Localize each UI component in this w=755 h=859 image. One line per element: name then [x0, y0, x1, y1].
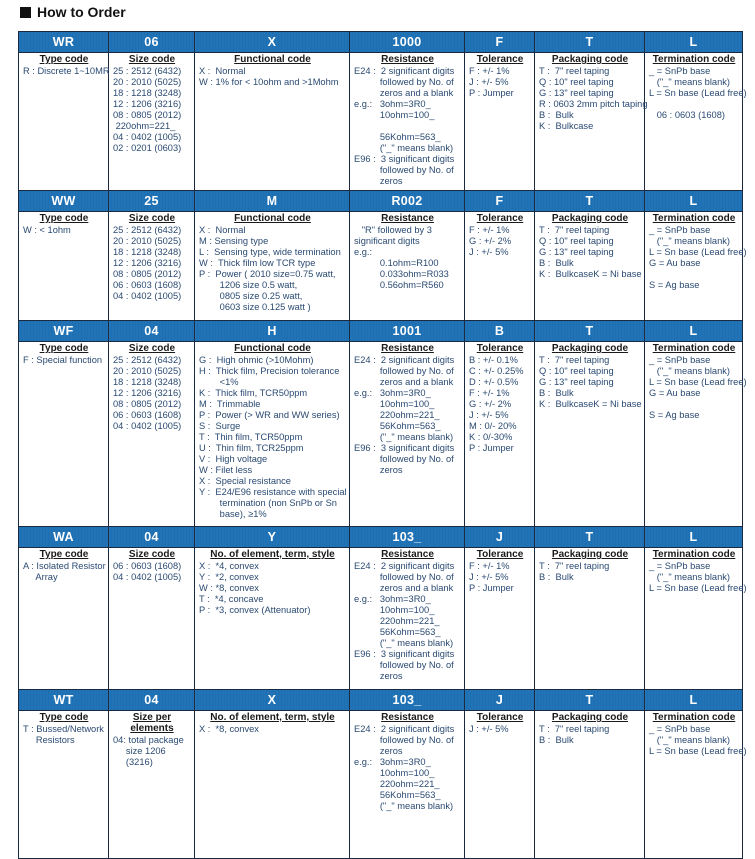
cell-line: 20 : 2010 (5025)	[113, 366, 182, 376]
cell-line: 1206 size 0.5 watt,	[199, 280, 298, 290]
cell-resistance	[350, 342, 465, 527]
cell-line: 02 : 0201 (0603)	[113, 143, 182, 153]
column-subheading: Resistance	[381, 213, 434, 224]
column-subheading: Termination code	[652, 54, 736, 65]
block-header-row	[19, 191, 743, 212]
column-subheading: Packaging code	[551, 549, 629, 560]
column-subheading: No. of element, term, style	[210, 712, 335, 723]
cell-line: T : 7" reel taping	[539, 561, 610, 571]
cell-packaging-code	[535, 53, 648, 191]
cell-line: e.g.: 3ohm=3R0_	[354, 388, 431, 398]
cell-line: 10ohm=100_	[354, 399, 435, 409]
cell-line: J : +/- 5%	[469, 572, 509, 582]
cell-line: K : Thick film, TCR50ppm	[199, 388, 308, 398]
header-tolerance: B	[465, 321, 535, 342]
cell-line: S = Ag base	[649, 280, 700, 290]
cell-line: e.g.: 3ohm=3R0_	[354, 594, 431, 604]
cell-line: R : Discrete 1~10MR	[23, 66, 110, 76]
header-type-code: WR	[19, 32, 109, 53]
column-subheading: Type code	[39, 549, 89, 560]
cell-line: L = Sn base (Lead free)	[649, 247, 747, 257]
column-subheading: Packaging code	[551, 213, 629, 224]
column-subheading: Size per elements	[130, 712, 174, 734]
cell-line: 04 : 0402 (1005)	[113, 291, 182, 301]
column-subheading: Tolerance	[476, 213, 524, 224]
cell-line: _ = SnPb base	[649, 724, 711, 734]
cell-line: 25 : 2512 (6432)	[113, 66, 182, 76]
cell-line: 06 : 0603 (1608)	[113, 410, 182, 420]
column-subheading: Type code	[39, 343, 89, 354]
column-subheading: Size code	[128, 549, 176, 560]
cell-line	[354, 121, 461, 132]
column-subheading: Termination code	[652, 549, 736, 560]
cell-line: B : Bulk	[539, 735, 574, 745]
column-subheading: Size code	[128, 343, 176, 354]
cell-line: (3216)	[113, 757, 153, 767]
cell-line: K : 0/-30%	[469, 432, 513, 442]
header-packaging-code: T	[535, 321, 645, 342]
cell-size-code	[109, 711, 195, 859]
cell-line: 220ohm=221_	[354, 616, 440, 626]
cell-line: J : +/- 5%	[469, 77, 509, 87]
cell-termination-code	[645, 711, 747, 859]
cell-line: 12 : 1206 (3216)	[113, 258, 182, 268]
cell-line: W : < 1ohm	[23, 225, 71, 235]
cell-line: 20 : 2010 (5025)	[113, 77, 182, 87]
cell-line: L = Sn base (Lead free)	[649, 746, 747, 756]
cell-size-code	[109, 548, 195, 690]
cell-line: followed by No. of	[354, 454, 454, 464]
cell-line: W : Filet less	[199, 465, 253, 475]
header-resistance: 1001	[350, 321, 465, 342]
header-termination-code: L	[645, 32, 743, 53]
header-size-code: 25	[109, 191, 195, 212]
cell-tolerance	[465, 212, 535, 321]
cell-line: 18 : 1218 (3248)	[113, 247, 182, 257]
cell-line: e.g.:	[354, 247, 373, 257]
cell-line: E96 : 3 significant digits	[354, 649, 455, 659]
cell-tolerance	[465, 53, 535, 191]
column-subheading: Size code	[128, 213, 176, 224]
cell-line: G = Au base	[649, 258, 701, 268]
cell-line: E24 : 2 significant digits	[354, 724, 455, 734]
cell-line: 56Kohm=563_	[354, 790, 441, 800]
cell-line: ("_" means blank)	[649, 236, 731, 246]
cell-line: zeros	[354, 671, 403, 681]
cell-functional-code	[195, 212, 350, 321]
cell-line: 0.56ohm=R560	[354, 280, 444, 290]
cell-resistance	[350, 53, 465, 191]
column-subheading: Tolerance	[476, 712, 524, 723]
cell-line: zeros and a blank	[354, 377, 454, 387]
cell-line: J : +/- 5%	[469, 410, 509, 420]
cell-line: ("_" means blank)	[649, 735, 731, 745]
block-header-row	[19, 321, 743, 342]
header-packaging-code: T	[535, 191, 645, 212]
block-body-row	[19, 342, 743, 527]
cell-functional-code	[195, 711, 350, 859]
cell-line: ("_" means blank)	[354, 801, 454, 811]
cell-line: _ = SnPb base	[649, 355, 711, 365]
cell-termination-code	[645, 548, 747, 690]
cell-line: P : Power (> WR and WW series)	[199, 410, 340, 420]
cell-line	[649, 399, 739, 410]
cell-termination-code	[645, 212, 747, 321]
cell-line: termination (non SnPb or Sn	[199, 498, 337, 508]
cell-line: zeros	[354, 176, 403, 186]
cell-line: zeros	[354, 746, 403, 756]
column-subheading: Termination code	[652, 213, 736, 224]
cell-line: zeros	[354, 465, 403, 475]
cell-line: ("_" means blank)	[649, 572, 731, 582]
cell-line: 20 : 2010 (5025)	[113, 236, 182, 246]
header-packaging-code: T	[535, 527, 645, 548]
cell-line: F : +/- 1%	[469, 561, 510, 571]
cell-size-code	[109, 212, 195, 321]
block-header-row	[19, 527, 743, 548]
cell-line: 0805 size 0.25 watt,	[199, 291, 303, 301]
cell-line: J : +/- 5%	[469, 724, 509, 734]
cell-line: _ = SnPb base	[649, 225, 711, 235]
cell-line: X : Normal	[199, 66, 246, 76]
cell-line: V : High voltage	[199, 454, 268, 464]
cell-line: 04: total package	[113, 735, 184, 745]
cell-line: ("_" means blank)	[649, 366, 731, 376]
cell-line: followed by No. of	[354, 77, 454, 87]
cell-line: G : 13" reel taping	[539, 377, 614, 387]
cell-line: K : BulkcaseK = Ni base	[539, 399, 642, 409]
cell-line: 04 : 0402 (1005)	[113, 421, 182, 431]
cell-line: M : Sensing type	[199, 236, 269, 246]
cell-line: _ = SnPb base	[649, 561, 711, 571]
header-termination-code: L	[645, 191, 743, 212]
cell-line: E96 : 3 significant digits	[354, 154, 455, 164]
cell-line: Q : 10" reel taping	[539, 77, 614, 87]
cell-line: K : Bulkcase	[539, 121, 594, 131]
cell-functional-code	[195, 53, 350, 191]
cell-type-code	[19, 711, 109, 859]
cell-line: L : Sensing type, wide termination	[199, 247, 341, 257]
cell-type-code	[19, 548, 109, 690]
column-subheading: Resistance	[381, 549, 434, 560]
cell-line: J : +/- 5%	[469, 247, 509, 257]
column-subheading: Resistance	[381, 343, 434, 354]
cell-line: E24 : 2 significant digits	[354, 66, 455, 76]
cell-line: 12 : 1206 (3216)	[113, 388, 182, 398]
header-functional-code: Y	[195, 527, 350, 548]
cell-line: 08 : 0805 (2012)	[113, 110, 182, 120]
column-subheading: Packaging code	[551, 54, 629, 65]
cell-line: T : 7" reel taping	[539, 724, 610, 734]
cell-packaging-code	[535, 212, 645, 321]
cell-line: G : 13" reel taping	[539, 88, 614, 98]
header-size-code: 04	[109, 690, 195, 711]
cell-line: 220ohm=221_	[113, 121, 176, 131]
cell-line: 25 : 2512 (6432)	[113, 225, 182, 235]
cell-line: "R" followed by 3	[354, 225, 432, 235]
cell-line: 06 : 0603 (1608)	[113, 280, 182, 290]
column-subheading: Termination code	[652, 712, 736, 723]
cell-packaging-code	[535, 548, 645, 690]
cell-line: ("_" means blank)	[649, 77, 731, 87]
cell-line: 0603 size 0.125 watt )	[199, 302, 311, 312]
header-type-code: WT	[19, 690, 109, 711]
cell-line: K : BulkcaseK = Ni base	[539, 269, 642, 279]
header-packaging-code: T	[535, 690, 645, 711]
cell-line: size 1206	[113, 746, 166, 756]
cell-packaging-code	[535, 342, 645, 527]
cell-line: W : *8, convex	[199, 583, 259, 593]
column-subheading: Functional code	[234, 343, 311, 354]
column-subheading: Tolerance	[476, 343, 524, 354]
column-subheading: No. of element, term, style	[210, 549, 335, 560]
column-subheading: Size code	[128, 54, 176, 65]
header-tolerance: F	[465, 32, 535, 53]
cell-line: F : +/- 1%	[469, 388, 510, 398]
block-header-row	[19, 32, 743, 53]
header-termination-code: L	[645, 321, 743, 342]
cell-line	[649, 269, 739, 280]
cell-line: 06 : 0603 (1608)	[649, 110, 725, 120]
column-subheading: Resistance	[381, 712, 434, 723]
order-code-table	[18, 31, 747, 859]
cell-line: 25 : 2512 (6432)	[113, 355, 182, 365]
cell-termination-code	[645, 342, 747, 527]
cell-line: E24 : 2 significant digits	[354, 561, 455, 571]
header-resistance: 103_	[350, 527, 465, 548]
cell-line: T : 7" reel taping	[539, 355, 610, 365]
cell-line: T : Thin film, TCR50ppm	[199, 432, 303, 442]
header-size-code: 04	[109, 321, 195, 342]
cell-line: W : Thick film low TCR type	[199, 258, 316, 268]
cell-line: 10ohm=100_	[354, 768, 435, 778]
header-functional-code: X	[195, 690, 350, 711]
cell-line: 0.1ohm=R100	[354, 258, 439, 268]
cell-line: G : 13" reel taping	[539, 247, 614, 257]
cell-line: 08 : 0805 (2012)	[113, 269, 182, 279]
cell-line: S = Ag base	[649, 410, 700, 420]
cell-line: 08 : 0805 (2012)	[113, 399, 182, 409]
cell-line: Q : 10" reel taping	[539, 366, 614, 376]
cell-line: X : *4, convex	[199, 561, 259, 571]
cell-line: Resistors	[23, 735, 75, 745]
header-functional-code: X	[195, 32, 350, 53]
cell-line: ("_" means blank)	[354, 143, 454, 153]
cell-line: 04 : 0402 (1005)	[113, 132, 182, 142]
column-subheading: Tolerance	[476, 54, 524, 65]
cell-tolerance	[465, 548, 535, 690]
cell-packaging-code	[535, 711, 645, 859]
cell-resistance	[350, 548, 465, 690]
cell-line: H : Thick film, Precision tolerance	[199, 366, 340, 376]
cell-resistance	[350, 212, 465, 321]
column-subheading: Packaging code	[551, 712, 629, 723]
header-tolerance: F	[465, 191, 535, 212]
cell-line: T : Bussed/Network	[23, 724, 104, 734]
cell-type-code	[19, 342, 109, 527]
cell-line: followed by No. of	[354, 660, 454, 670]
cell-line: 12 : 1206 (3216)	[113, 99, 182, 109]
cell-line: ("_" means blank)	[354, 638, 454, 648]
cell-line: Y : *2, convex	[199, 572, 259, 582]
cell-type-code	[19, 212, 109, 321]
cell-size-code	[109, 53, 195, 191]
cell-line: R : 0603 2mm pitch taping	[539, 99, 648, 109]
header-size-code: 06	[109, 32, 195, 53]
header-type-code: WF	[19, 321, 109, 342]
cell-line: zeros and a blank	[354, 583, 454, 593]
cell-line: X : *8, convex	[199, 724, 259, 734]
block-body-row	[19, 53, 743, 191]
cell-line: Q : 10" reel taping	[539, 236, 614, 246]
cell-line: 04 : 0402 (1005)	[113, 572, 182, 582]
cell-size-code	[109, 342, 195, 527]
cell-line: X : Normal	[199, 225, 246, 235]
cell-line: P : Jumper	[469, 88, 514, 98]
cell-line: <1%	[199, 377, 239, 387]
block-body-row	[19, 548, 743, 690]
cell-line: 56Kohm=563_	[354, 627, 441, 637]
cell-functional-code	[195, 548, 350, 690]
cell-line: X : Special resistance	[199, 476, 291, 486]
column-subheading: Resistance	[381, 54, 434, 65]
cell-tolerance	[465, 342, 535, 527]
header-resistance: 1000	[350, 32, 465, 53]
cell-line: 18 : 1218 (3248)	[113, 377, 182, 387]
square-bullet-icon	[20, 7, 31, 18]
cell-line: G : +/- 2%	[469, 399, 512, 409]
header-size-code: 04	[109, 527, 195, 548]
block-header-row	[19, 690, 743, 711]
column-subheading: Type code	[39, 712, 89, 723]
cell-line: W : 1% for < 10ohm and >1Mohm	[199, 77, 339, 87]
cell-line: G = Au base	[649, 388, 701, 398]
header-functional-code: M	[195, 191, 350, 212]
cell-line: B : Bulk	[539, 110, 574, 120]
column-subheading: Packaging code	[551, 343, 629, 354]
cell-line: followed by No. of	[354, 735, 454, 745]
cell-functional-code	[195, 342, 350, 527]
column-subheading: Functional code	[234, 213, 311, 224]
cell-line: F : +/- 1%	[469, 66, 510, 76]
header-termination-code: L	[645, 690, 743, 711]
cell-line: _ = SnPb base	[649, 66, 711, 76]
cell-line: 56Kohm=563_	[354, 132, 441, 142]
cell-line: 56Kohm=563_	[354, 421, 441, 431]
header-resistance: R002	[350, 191, 465, 212]
column-subheading: Functional code	[234, 54, 311, 65]
cell-line: B : Bulk	[539, 572, 574, 582]
cell-line: followed by No. of	[354, 165, 454, 175]
header-resistance: 103_	[350, 690, 465, 711]
cell-line: F : +/- 1%	[469, 225, 510, 235]
cell-line: B : Bulk	[539, 388, 574, 398]
cell-line: T : 7" reel taping	[539, 225, 610, 235]
cell-line: S : Surge	[199, 421, 241, 431]
cell-line: P : Jumper	[469, 443, 514, 453]
cell-line: C : +/- 0.25%	[469, 366, 524, 376]
cell-line: Array	[23, 572, 58, 582]
cell-line: L = Sn base (Lead free)	[649, 88, 747, 98]
cell-line: 10ohm=100_	[354, 110, 435, 120]
cell-line: D : +/- 0.5%	[469, 377, 519, 387]
cell-line: G : High ohmic (>10Mohm)	[199, 355, 314, 365]
cell-line: e.g.: 3ohm=3R0_	[354, 757, 431, 767]
cell-line: 220ohm=221_	[354, 410, 440, 420]
cell-line: P : Jumper	[469, 583, 514, 593]
column-subheading: Type code	[39, 54, 89, 65]
cell-line: 18 : 1218 (3248)	[113, 88, 182, 98]
cell-line	[649, 99, 739, 110]
cell-line: M : 0/- 20%	[469, 421, 517, 431]
cell-line: F : Special function	[23, 355, 103, 365]
header-type-code: WW	[19, 191, 109, 212]
cell-line: P : *3, convex (Attenuator)	[199, 605, 311, 615]
cell-line: T : *4, concave	[199, 594, 264, 604]
cell-line: A : Isolated Resistor	[23, 561, 106, 571]
block-body-row	[19, 212, 743, 321]
cell-line: L = Sn base (Lead free)	[649, 583, 747, 593]
cell-line: followed by No. of	[354, 572, 454, 582]
cell-line: e.g.: 3ohm=3R0_	[354, 99, 431, 109]
cell-line: followed by No. of	[354, 366, 454, 376]
cell-line: T : 7" reel taping	[539, 66, 610, 76]
block-body-row	[19, 711, 743, 859]
cell-line: significant digits	[354, 236, 420, 246]
cell-line: P : Power ( 2010 size=0.75 watt,	[199, 269, 336, 279]
page-title-text: How to Order	[37, 4, 126, 20]
cell-line: U : Thin film, TCR25ppm	[199, 443, 304, 453]
cell-termination-code	[645, 53, 747, 191]
header-tolerance: J	[465, 690, 535, 711]
column-subheading: Tolerance	[476, 549, 524, 560]
page-title	[20, 4, 126, 20]
column-subheading: Type code	[39, 213, 89, 224]
cell-type-code	[19, 53, 109, 191]
cell-line: 10ohm=100_	[354, 605, 435, 615]
cell-resistance	[350, 711, 465, 859]
header-packaging-code: T	[535, 32, 645, 53]
cell-line: E24 : 2 significant digits	[354, 355, 455, 365]
header-termination-code: L	[645, 527, 743, 548]
cell-line: base), ≥1%	[199, 509, 267, 519]
cell-tolerance	[465, 711, 535, 859]
cell-line: G : +/- 2%	[469, 236, 512, 246]
cell-line: ("_" means blank)	[354, 432, 454, 442]
cell-line: B : Bulk	[539, 258, 574, 268]
cell-line: Y : E24/E96 resistance with special	[199, 487, 347, 497]
header-tolerance: J	[465, 527, 535, 548]
cell-line: 220ohm=221_	[354, 779, 440, 789]
cell-line: 06 : 0603 (1608)	[113, 561, 182, 571]
cell-line: B : +/- 0.1%	[469, 355, 518, 365]
column-subheading: Termination code	[652, 343, 736, 354]
header-functional-code: H	[195, 321, 350, 342]
cell-line: E96 : 3 significant digits	[354, 443, 455, 453]
header-type-code: WA	[19, 527, 109, 548]
cell-line: L = Sn base (Lead free)	[649, 377, 747, 387]
cell-line: 0.033ohm=R033	[354, 269, 449, 279]
cell-line: zeros and a blank	[354, 88, 454, 98]
cell-line: M : Trimmable	[199, 399, 261, 409]
